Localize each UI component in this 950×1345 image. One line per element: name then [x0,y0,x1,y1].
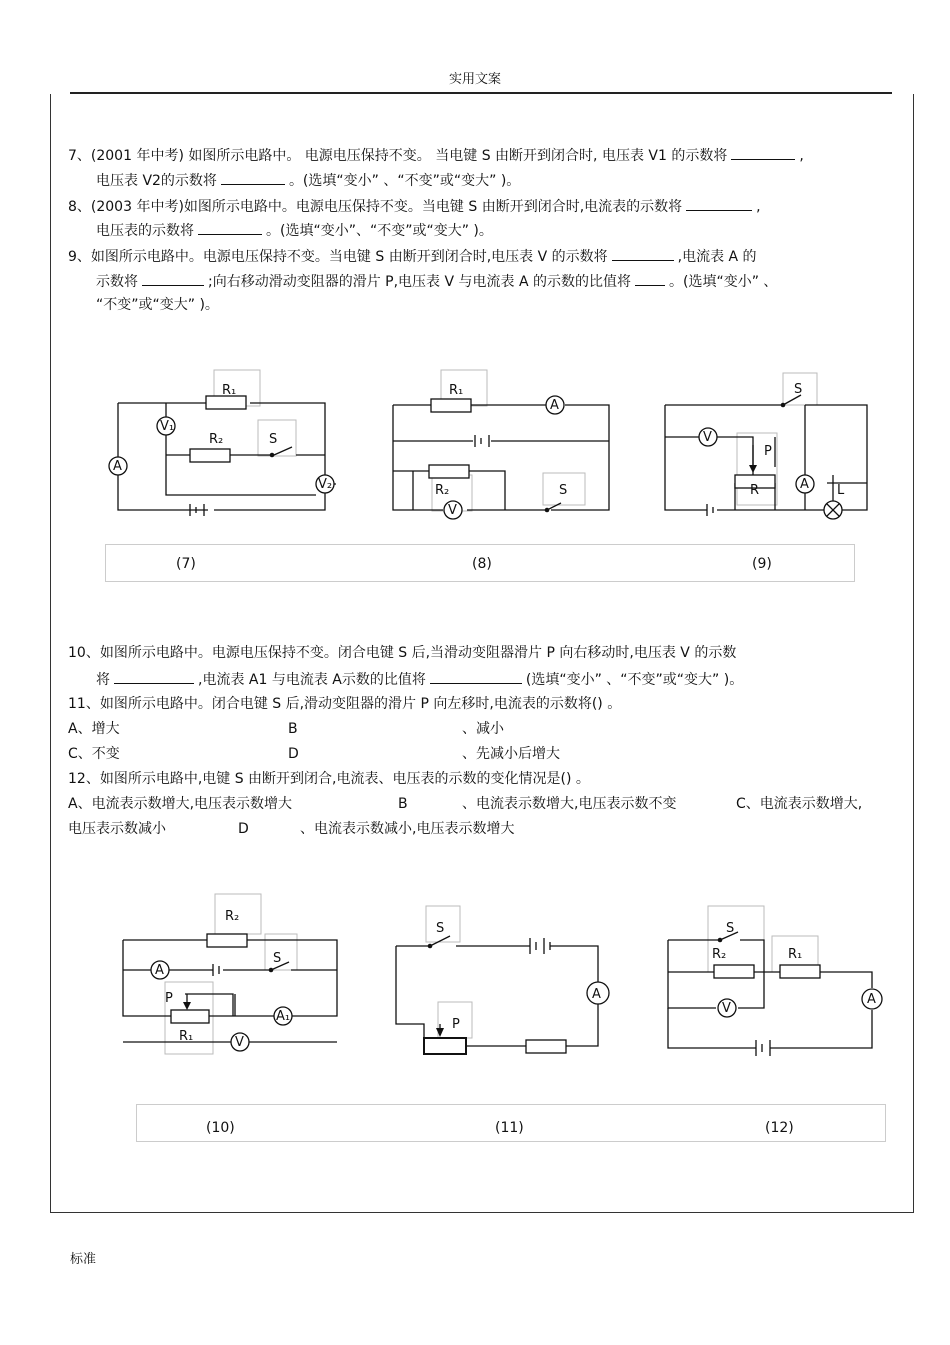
q10-blank-voltmeter[interactable] [114,669,194,684]
circuit-10 [115,888,355,1063]
c10-ammeter1-icon: A₁ [276,1009,291,1024]
q12-stem: 12、如图所示电路中,电键 S 由断开到闭合,电流表、电压表的示数的变化情况是() 。 [68,771,590,787]
c12-s-label: S [726,921,735,936]
q11-option-d[interactable]: 、先减小后增大 [462,746,560,762]
c12-r2-label: R₂ [712,947,727,962]
q9-blank-ratio[interactable] [635,271,665,286]
c12-voltmeter-icon: V [722,1001,731,1016]
c8-r1-label: R₁ [449,383,464,398]
q9-line2 [96,271,777,291]
c7-voltmeter2-icon: V₂ [318,477,333,492]
q12-option-b-letter[interactable]: B [398,796,408,812]
c7-voltmeter1-icon: V₁ [160,419,175,434]
c11-ammeter-icon: A [592,987,601,1002]
caption-8: (8) [472,556,492,572]
q7-line1 [68,145,804,165]
q7-comma: , [799,148,804,164]
q9-text2: 示数将 [96,274,138,290]
q10-line2 [96,669,743,689]
q7-text: 7、(2001 年中考) 如图所示电路中。 电源电压保持不变。 当电键 S 由断开到闭合时, 电压表 V1 的示数将 [68,148,728,164]
q12-option-d[interactable]: 、电流表示数减小,电压表示数增大 [300,821,515,837]
caption-9: (9) [752,556,772,572]
c9-l-label: L [837,483,845,498]
q12-option-a[interactable]: A、电流表示数增大,电压表示数增大 [68,796,293,812]
q10-text3: ,电流表 A1 与电流表 A示数的比值将 [198,672,426,688]
page-header: 实用文案 [448,72,501,87]
c8-ammeter-icon: A [550,398,559,413]
q8-text2: 电压表的示数将 [96,223,194,239]
caption-10: (10) [206,1120,235,1136]
q10-text4: (选填“变小” 、“不变”或“变大” )。 [525,672,744,688]
c7-ammeter-icon: A [113,459,122,474]
q11-option-a[interactable]: A、增大 [68,721,120,737]
c9-ammeter-icon: A [800,477,809,492]
circuit-7 [100,365,340,525]
c12-ammeter-icon: A [867,992,876,1007]
c10-s-label: S [273,951,282,966]
c7-r2-label: R₂ [209,432,224,447]
q8-line1 [68,196,761,216]
q7-line2 [96,170,520,190]
q8-blank-ammeter[interactable] [686,196,752,211]
c10-p-label: P [165,991,173,1006]
circuit-9 [655,365,895,525]
q7-text2: 电压表 V2的示数将 [96,173,217,189]
circuit-11 [390,900,620,1070]
caption-11: (11) [495,1120,524,1136]
q7-text3: 。(选填“变小” 、“不变”或“变大” )。 [288,173,521,189]
c10-r1-label: R₁ [179,1029,194,1044]
circuit-8 [385,365,625,525]
c8-s-label: S [559,483,568,498]
q8-blank-voltmeter[interactable] [198,220,262,235]
q12-option-d-letter[interactable]: D [238,821,249,837]
q9-text: 9、如图所示电路中。电源电压保持不变。当电键 S 由断开到闭合时,电压表 V 的示数将 [68,249,608,265]
caption-12: (12) [765,1120,794,1136]
q9-line3: “不变”或“变大” )。 [96,297,219,313]
q8-text: 8、(2003 年中考)如图所示电路中。电源电压保持不变。当电键 S 由断开到闭合时,电流表的示数将 [68,199,683,215]
q12-option-c[interactable]: C、电流表示数增大, [736,796,863,812]
q9-blank-ammeter[interactable] [142,271,204,286]
q11-option-b[interactable]: 、减小 [462,721,504,737]
q7-blank-v1[interactable] [731,145,795,160]
c11-s-label: S [436,921,445,936]
q12-option-c-cont[interactable]: 电压表示数减小 [68,821,166,837]
q9-blank-voltmeter[interactable] [612,246,674,261]
q11-option-d-letter[interactable]: D [288,746,299,762]
c11-p-label: P [452,1017,460,1032]
c8-r2-label: R₂ [435,483,450,498]
c10-ammeter-icon: A [155,963,164,978]
q9-line1 [68,246,757,266]
caption-7: (7) [176,556,196,572]
q9-text3: ;向右移动滑动变阻器的滑片 P,电压表 V 与电流表 A 的示数的比值将 [208,274,632,290]
c10-voltmeter-icon: V [235,1035,244,1050]
q10-text2: 将 [96,672,110,688]
page-footer: 标准 [70,1252,97,1267]
q8-comma: , [756,199,761,215]
q8-line2 [96,220,493,240]
q7-blank-v2[interactable] [221,170,285,185]
c7-r1-label: R₁ [222,383,237,398]
c9-r-label: R [750,483,760,498]
q12-option-b[interactable]: 、电流表示数增大,电压表示数不变 [462,796,677,812]
c10-r2-label: R₂ [225,909,240,924]
circuit-12 [660,900,890,1065]
c7-s-label: S [269,432,278,447]
q9-text4: 。(选填“变小” 、 [669,274,778,290]
q8-text3: 。(选填“变小”、“不变”或“变大” )。 [266,223,493,239]
c9-voltmeter-icon: V [703,430,712,445]
q10-line1: 10、如图所示电路中。电源电压保持不变。闭合电键 S 后,当滑动变阻器滑片 P 向右移动时,电压表 V 的示数 [68,645,737,661]
q11-option-c[interactable]: C、不变 [68,746,120,762]
q9-text1b: ,电流表 A 的 [677,249,757,265]
q11-stem: 11、如图所示电路中。闭合电键 S 后,滑动变阻器的滑片 P 向左移时,电流表的示数将() 。 [68,696,622,712]
c8-voltmeter-icon: V [448,503,457,518]
c12-r1-label: R₁ [788,947,803,962]
q11-option-b-letter[interactable]: B [288,721,298,737]
q10-blank-ratio[interactable] [430,669,522,684]
c9-p-label: P [764,444,772,459]
c9-s-label: S [794,382,803,397]
